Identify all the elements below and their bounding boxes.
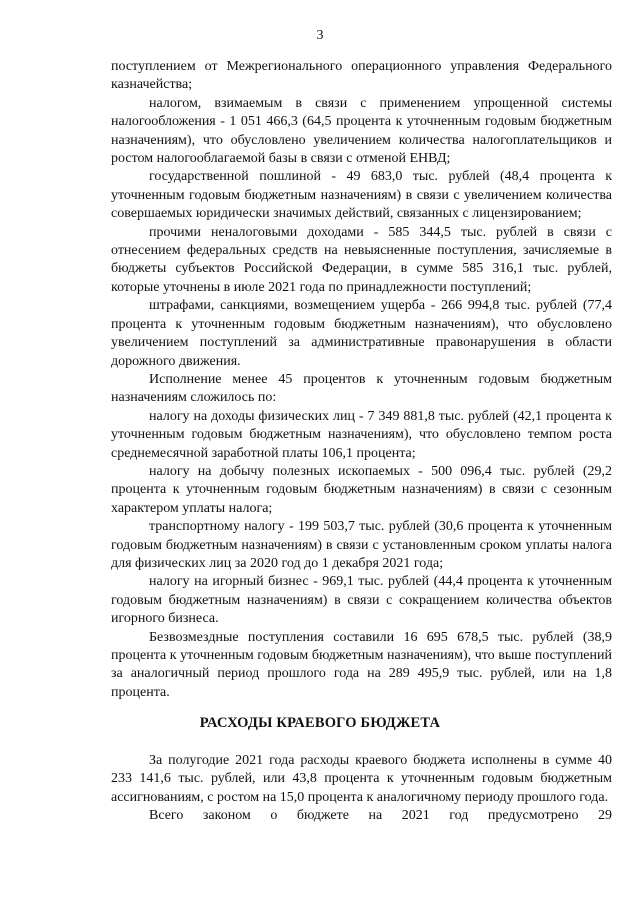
paragraph: Всего законом о бюджете на 2021 год предусмотрено 29 [149, 808, 612, 824]
page-number: 3 [316, 28, 324, 43]
paragraph: налогом, взимаемым в связи с применением упрощенной системы налогообложения - 1 051 466,3 (64,5 процента к уточненным годовым бюджетным назначениям), что обусловлено увеличением количества налогоплательщиков и ростом налогооблагаемой базы в связи с отменой ЕНВД; [111, 95, 612, 167]
paragraph: За полугодие 2021 года расходы краевого бюджета исполнены в сумме 40 233 141,6 тыс. рублей, или 43,8 процента к уточненным годовым бюджетным ассигнованиям, с ростом на 15,0 процента к аналогичному периоду прошлого года. [111, 753, 612, 805]
revenue-section-text [111, 58, 612, 702]
paragraph: налогу на доходы физических лиц - 7 349 881,8 тыс. рублей (42,1 процента к уточненным годовым бюджетным назначениям), что обусловлено темпом роста среднемесячной заработной платы 106,1 процента; [111, 408, 612, 461]
paragraph: государственной пошлиной - 49 683,0 тыс. рублей (48,4 процента к уточненным годовым бюджетным назначениям) в связи с увеличением количества совершаемых юридически значимых действий, связанных с лицензированием; [111, 169, 612, 222]
paragraph: Безвозмездные поступления составили 16 695 678,5 тыс. рублей (38,9 процента к уточненным годовым бюджетным назначениям), что выше поступлений за аналогичный период прошлого года на 289 495,9 тыс. рублей, или на 1,8 процента. [111, 629, 612, 700]
paragraph: прочими неналоговыми доходами - 585 344,5 тыс. рублей в связи с отнесением федеральных средств на невыясненные поступления, зачисляемые в бюджеты субъектов Российской Федерации, в сумме 585 316,1 тыс. рублей, которые уточнены в июле 2021 года по принадлежности поступлений; [111, 224, 612, 295]
paragraph: налогу на игорный бизнес - 969,1 тыс. рублей (44,4 процента к уточненным годовым бюджетным назначениям) в связи с сокращением количества объектов игорного бизнеса. [111, 574, 612, 627]
paragraph: штрафами, санкциями, возмещением ущерба - 266 994,8 тыс. рублей (77,4 процента к уточненным годовым бюджетным назначениям), что обусловлено увеличением поступлений за административные правонарушения в области дорожного движения. [111, 298, 612, 369]
paragraph: Исполнение менее 45 процентов к уточненным годовым бюджетным назначениям сложилось по: [111, 371, 612, 406]
paragraph: налогу на добычу полезных ископаемых - 500 096,4 тыс. рублей (29,2 процента к уточненным годовым бюджетным назначениям) в связи с сезонным характером уплаты налога; [111, 463, 612, 516]
paragraph: поступлением от Межрегионального операционного управления Федерального казначейства; [111, 59, 612, 93]
paragraph: транспортному налогу - 199 503,7 тыс. рублей (30,6 процента к уточненным годовым бюджетным назначениям) в связи с установленным сроком уплаты налога для физических лиц за 2020 год до 1 декабря 2021 года; [111, 519, 612, 571]
expenses-section-text [111, 752, 612, 826]
section-heading: РАСХОДЫ КРАЕВОГО БЮДЖЕТА [199, 715, 441, 731]
